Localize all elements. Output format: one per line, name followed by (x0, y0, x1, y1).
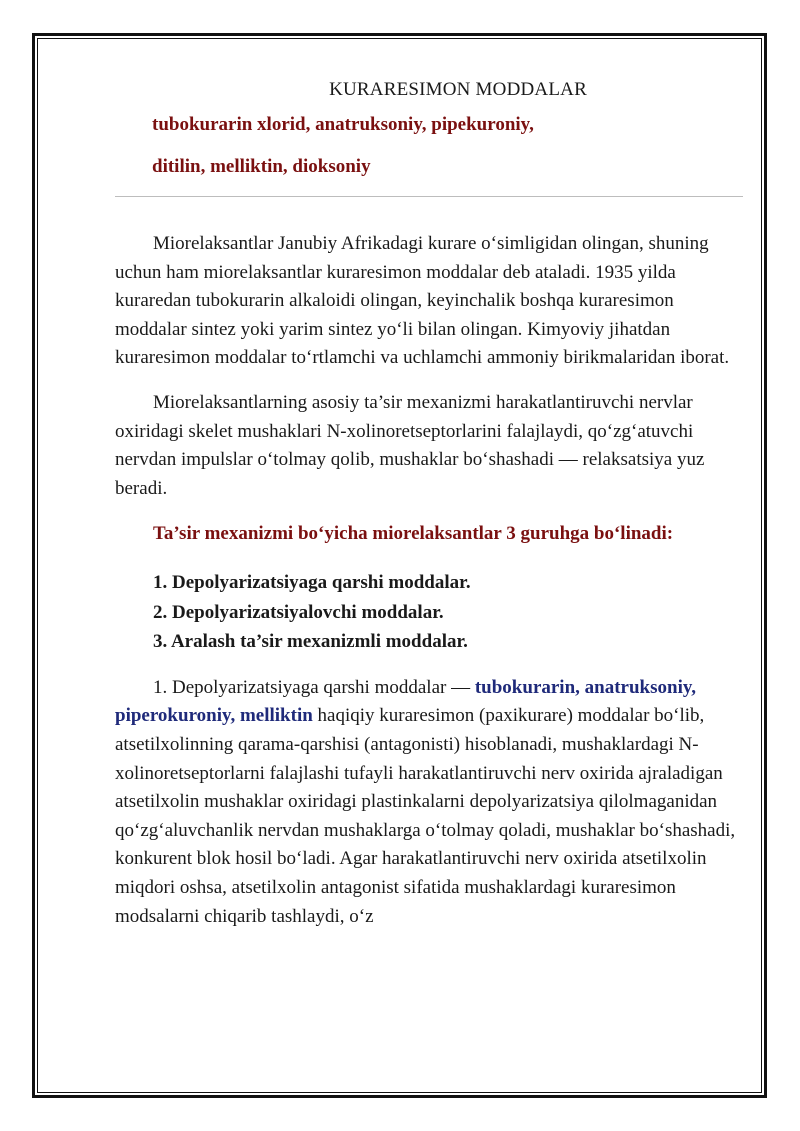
subtitle-line-1: tubokurarin xlorid, anatruksoniy, pipekuroniy, (152, 114, 534, 135)
list-item: 1. Depolyarizatsiyaga qarshi moddalar. (153, 572, 471, 594)
drug-names-highlight: tubokurarin, anatruksoniy, piperokuroniy, melliktin (115, 676, 697, 727)
list-item: 3. Aralash ta’sir mexanizmli moddalar. (153, 631, 468, 653)
horizontal-divider (115, 196, 743, 197)
subtitle-line-2: ditilin, melliktin, dioksoniy (152, 156, 371, 177)
document-body (115, 78, 743, 931)
list-item: 2. Depolyarizatsiyalovchi moddalar. (153, 601, 444, 623)
paragraph-group-1-rest: haqiqiy kuraresimon (paxikurare) moddalar boʻlib, atsetilxolinning qarama-qarshisi (antagonisti) hisoblanadi, mushaklardagi N-xolinoretseptorlarni falajlashi tufayli harakatlantiruvchi nerv oxirida ajraladigan atsetilxolin mushaklar oxiridagi plastinkalarni depolyarizatsiya qilolmaganidan qoʻzgʻaluvchanlik nervdan mushaklarga oʻtolmay qoladi, mushaklar boʻshashadi, konkurent blok hosil boʻladi. Agar harakatlantiruvchi nerv oxirida atsetilxolin miqdori oshsa, atsetilxolin antagonist sifatida mushaklardagi kuraresimon modsalarni chiqarib tashlaydi, oʻz (115, 705, 736, 927)
paragraph-group-1 (115, 674, 743, 931)
section-heading: Ta’sir mexanizmi boʻyicha miorelaksantlar 3 guruhga boʻlinadi: (153, 523, 674, 545)
paragraph-mechanism: Miorelaksantlarning asosiy ta’sir mexanizmi harakatlantiruvchi nervlar oxiridagi skelet mushaklari N-xolinoretseptorlarini falajlaydi, qoʻzgʻatuvchi nervdan impulslar oʻtolmay qolib, mushaklar boʻshashadi — relaksatsiya yuz beradi. (115, 391, 705, 499)
page-title: KURARESIMON MODDALAR (329, 79, 587, 100)
paragraph-group-1-lead: 1. Depolyarizatsiyaga qarshi moddalar — (153, 676, 475, 698)
paragraph-intro: Miorelaksantlar Janubiy Afrikadagi kurare oʻsimligidan olingan, shuning uchun ham miorelaksantlar kuraresimon moddalar deb ataladi. 1935 yilda kuraredan tubokurarin alkaloidi olingan, keyinchalik boshqa kuraresimon moddalar sintez yoki yarim sintez yoʻli bilan olingan. Kimyoviy jihatdan kuraresimon moddalar toʻrtlamchi va uchlamchi ammoniy birikmalaridan iborat. (115, 233, 730, 369)
group-list (115, 568, 743, 657)
